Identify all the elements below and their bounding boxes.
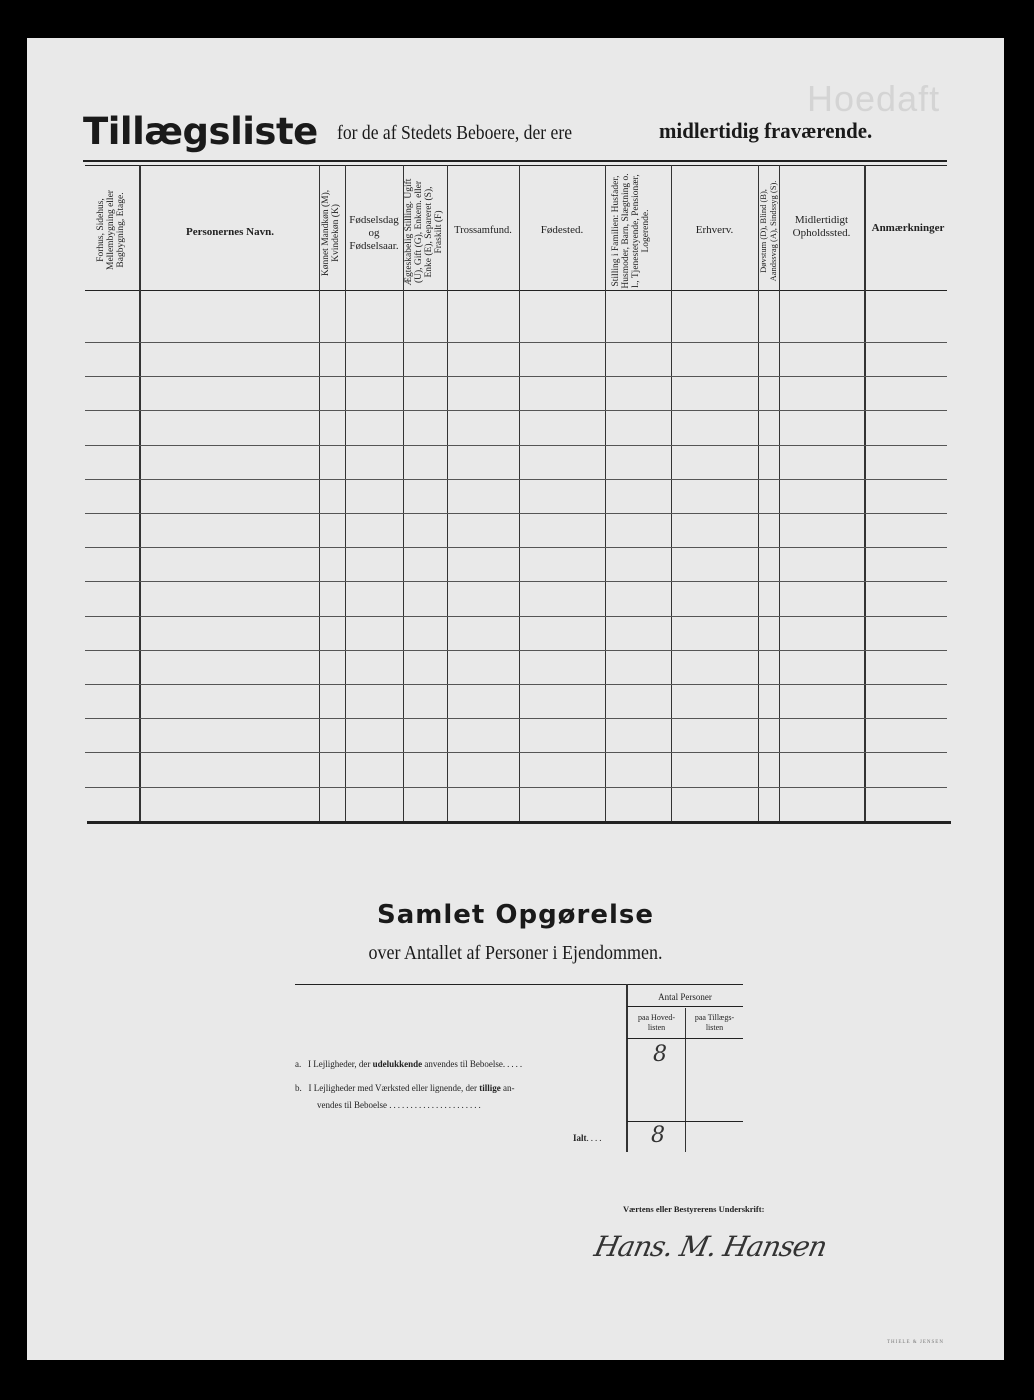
table-row-line [85,479,947,480]
row-a-pre: I Lejligheder, der [308,1059,371,1069]
table-row-line [85,684,947,685]
col-sep [345,165,346,821]
printer-mark: THIELE & JENSEN [887,1340,944,1345]
col-sep [864,165,866,821]
page-title-middle: for de af Stedets Beboere, der ere [337,122,573,144]
summary-col-sep [626,984,628,1152]
antal-personer-header: Antal Personer [658,992,712,1002]
summary-title: Samlet Opgørelse [376,900,655,930]
col-sep [447,165,448,821]
row-b-label [295,1083,515,1093]
table-row-line [85,342,947,343]
row-b-line2-text: vendes til Beboelse [317,1100,387,1110]
row-b-bold: tillige [479,1083,501,1093]
table-row-line [85,410,947,411]
row-a-post: anvendes til Beboelse [424,1059,503,1069]
table-row-line [85,581,947,582]
page-title-bold: midlertidig fraværende. [659,118,873,143]
summary-header-rule [627,1006,743,1007]
col-header-navn: Personernes Navn. [186,226,274,238]
table-row-line [85,650,947,651]
table-bottom-rule [87,821,951,824]
opholdssted-line1: Midlertidigt [794,214,849,226]
col-header-tro: Trossamfund. [454,225,512,236]
ialt-label: Ialt.... [573,1133,604,1143]
col-sep [319,165,320,821]
summary-total-rule [627,1121,743,1122]
col-header-fodested: Fødested. [540,224,584,236]
opholdssted-line2: Opholdssted. [792,227,851,239]
col-header-dovstum: Døvstum (D), Blind (B), Aandssvag (A), Sindssyg (S). [758,180,778,282]
col-sep [139,165,141,821]
signature-label: Værtens eller Bestyrerens Underskrift: [623,1204,765,1214]
census-sheet [27,38,1004,1360]
col-header-stilling: Stilling i Familien: Husfader, Husmoder, Barn, Slægtning o. l., Tjenestetyende, Pensionær, Logerende. [611,173,651,289]
tillaegslisten-line1: paa Tillægs- [694,1013,735,1022]
table-row-line [85,376,947,377]
table-top-rule [83,160,947,162]
col-sep [671,165,672,821]
hovedlisten-line2: listen [647,1023,666,1032]
row-b-pre: I Lejligheder med Værksted eller lignende, der [308,1083,478,1093]
table-row-line [85,718,947,719]
col-tillaegslisten [686,1013,743,1033]
hovedlisten-line1: paa Hoved- [637,1013,676,1022]
col-header-anm: Anmærkninger [871,222,945,234]
row-b-post: an- [503,1083,515,1093]
col-header-forhus: Forhus, Sidehus, Mellembygning eller Bagbygning, Etage. [96,190,126,270]
table-row-line [85,752,947,753]
signature: Hans. M. Hansen [591,1230,830,1263]
row-a-letter: a. [295,1059,302,1069]
ialt-text: Ialt [573,1133,587,1143]
summary-top-rule [295,984,743,985]
row-a-value: 8 [653,1042,667,1067]
col-header-kon: Kønnet Mandkøn (M), Kvindekøn (K) [321,189,341,277]
tillaegslisten-line2: listen [705,1023,724,1032]
col-sep [519,165,520,821]
col-header-aegteskab: Ægteskabelig Stilling. Ugift (U), Gift (G), Enkem. eller Enke (E), Separeret (S), Fraskilt (F) [404,178,444,286]
row-b-letter: b. [295,1083,302,1093]
fodsel-line2: og [368,227,380,239]
row-a-bold: udelukkende [372,1059,423,1069]
col-header-erhverv: Erhverv. [695,224,734,236]
table-row-line [85,616,947,617]
row-a-label: a. I Lejligheder, der udelukkende anvendes til Beboelse..... [295,1059,525,1069]
page-title: Tillægsliste [83,110,318,153]
fodsel-line1: Fødselsdag [349,214,399,226]
table-row-line [85,445,947,446]
row-b-line2: vendes til Beboelse ...................... [317,1100,483,1110]
summary-header-bottom [627,1038,743,1039]
col-header-opholdssted [779,214,864,240]
table-row-line [85,787,947,788]
table-top-rule-thin [85,165,947,166]
header-bottom-rule [85,290,947,291]
ialt-value: 8 [651,1123,665,1148]
col-hovedlisten [628,1013,685,1033]
col-sep [605,165,606,821]
summary-subtitle: over Antallet af Personer i Ejendommen. [368,942,663,964]
table-row-line [85,513,947,514]
col-header-fodsel [345,214,403,253]
bleed-through-text: Hoedaft [807,78,941,119]
table-row-line [85,547,947,548]
fodsel-line3: Fødselsaar. [349,240,399,252]
